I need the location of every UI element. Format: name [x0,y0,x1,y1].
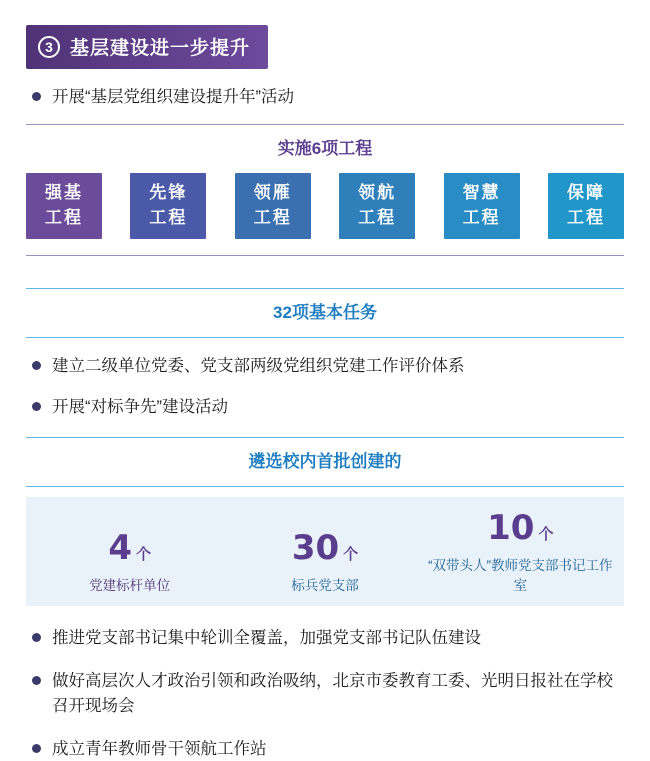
task-bullet-text: 开展“对标争先”建设活动 [52,395,228,420]
stat-value: 4 [108,528,132,568]
project-box-line2: 工程 [358,206,396,231]
bullet-dot-icon [32,92,41,101]
project-box-lingyan [235,173,311,239]
stat-value: 10 [487,508,534,548]
task-bullet-row-1 [32,354,624,379]
stats-panel [26,497,624,606]
stat-item-3 [423,511,618,594]
stat-value-row [423,511,618,545]
bullet-dot-icon [32,402,41,411]
task-bullet-text: 推进党支部书记集中轮训全覆盖，加强党支部书记队伍建设 [52,626,481,651]
project-box-line1: 强基 [45,181,83,206]
stat-value-row [227,531,422,565]
project-box-zhihui [444,173,520,239]
project-box-line2: 工程 [567,206,605,231]
tasks-heading: 32项基本任务 [26,298,624,323]
projects-heading: 实施6项工程 [26,134,624,159]
bullet-dot-icon [32,676,41,685]
stats-heading: 遴选校内首批创建的 [26,447,624,472]
intro-bullet-text: 开展“基层党组织建设提升年”活动 [52,85,294,110]
task-bullet-text: 做好高层次人才政治引领和政治吸纳，北京市委教育工委、光明日报社在学校召开现场会 [52,669,622,719]
task-bullet-row-5 [32,737,624,761]
stat-value: 30 [292,528,339,568]
stat-unit: 个 [343,546,358,563]
project-box-line1: 领雁 [254,181,292,206]
project-box-line2: 工程 [45,206,83,231]
project-box-line1: 智慧 [463,181,501,206]
stat-unit: 个 [136,546,151,563]
project-box-linghang [339,173,415,239]
stat-item-2 [227,531,422,594]
bullet-dot-icon [32,361,41,370]
task-bullet-row-3 [32,626,624,651]
project-box-line1: 领航 [358,181,396,206]
spacer [26,256,624,274]
stat-label: 党建标杆单位 [32,574,227,594]
task-bullet-row-4 [32,669,624,719]
bullet-dot-icon [32,744,41,753]
divider-blue-top [26,288,624,289]
stat-unit: 个 [538,526,553,543]
divider-blue-stats-top [26,437,624,438]
section-number-badge: 3 [38,36,60,58]
section-title: 基层建设进一步提升 [70,33,250,60]
project-box-line1: 先锋 [149,181,187,206]
project-box-xianfeng [130,173,206,239]
project-box-line1: 保障 [567,181,605,206]
project-box-row [26,173,624,239]
project-box-line2: 工程 [254,206,292,231]
project-box-line2: 工程 [149,206,187,231]
stat-item-1 [32,531,227,594]
divider-blue-stats-bottom [26,486,624,487]
project-box-line2: 工程 [463,206,501,231]
stat-value-row [32,531,227,565]
project-box-baozhang [548,173,624,239]
divider-blue-bottom [26,337,624,338]
task-bullet-text: 建立二级单位党委、党支部两级党组织党建工作评价体系 [52,354,465,379]
divider-purple-top [26,124,624,125]
task-bullet-text: 成立青年教师骨干领航工作站 [52,737,267,761]
stat-label: 标兵党支部 [227,574,422,594]
task-bullet-row-2 [32,395,624,420]
intro-bullet-row [32,85,624,110]
bullet-dot-icon [32,633,41,642]
project-box-qiangji [26,173,102,239]
stat-label: “双带头人”教师党支部书记工作室 [423,554,618,594]
section-banner [26,25,268,69]
